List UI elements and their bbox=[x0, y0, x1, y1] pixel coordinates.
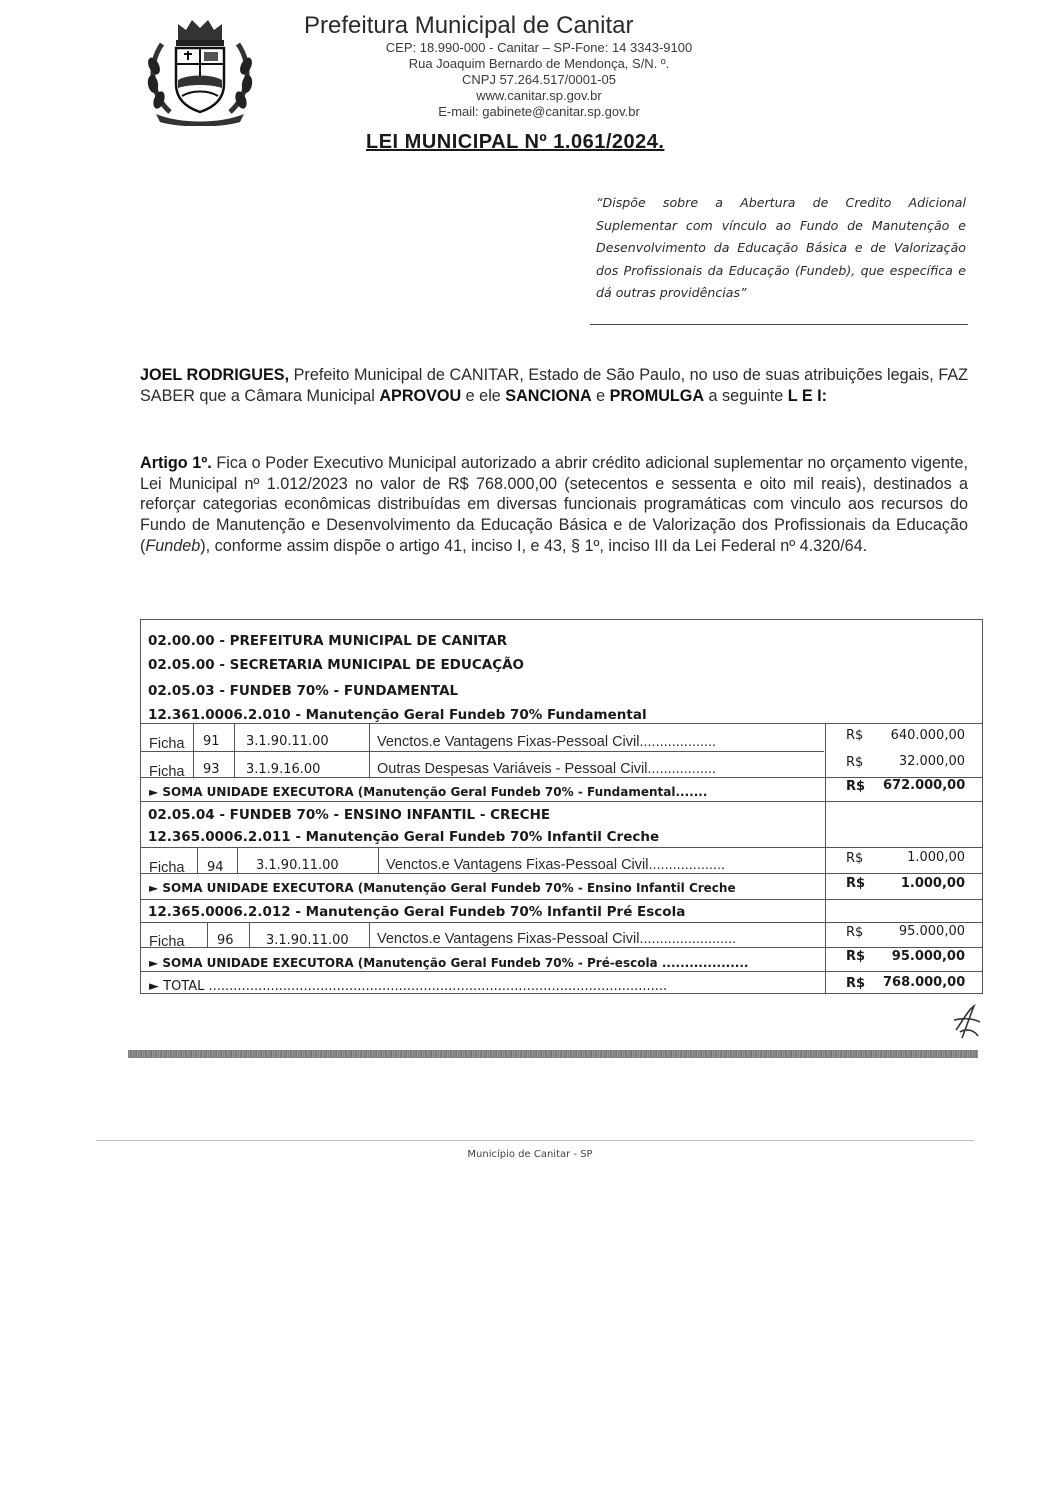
amount-column-divider bbox=[825, 723, 826, 994]
article-1-paragraph bbox=[140, 453, 968, 557]
amount-value: 1.000,00 bbox=[907, 850, 965, 865]
ficha-number: 91 bbox=[203, 734, 220, 749]
enactment-text: e ele bbox=[461, 386, 506, 405]
municipal-crest-logo bbox=[140, 14, 260, 126]
column-divider bbox=[249, 922, 250, 947]
expense-code: 3.1.9.16.00 bbox=[246, 762, 321, 777]
total-value: 768.000,00 bbox=[883, 975, 966, 990]
mayor-name: JOEL RODRIGUES, bbox=[140, 366, 290, 384]
row-divider bbox=[141, 777, 983, 778]
row-divider bbox=[141, 723, 983, 724]
ficha-label: Ficha bbox=[149, 860, 185, 876]
ficha-number: 96 bbox=[217, 933, 234, 948]
header-address: Rua Joaquim Bernardo de Mendonça, S/N. º. bbox=[408, 56, 670, 71]
row-divider bbox=[141, 873, 983, 874]
expense-description: Venctos.e Vantagens Fixas-Pessoal Civil........................ bbox=[377, 931, 737, 947]
expense-code: 3.1.90.11.00 bbox=[246, 734, 329, 749]
column-divider bbox=[369, 922, 370, 947]
footer-divider bbox=[96, 1140, 974, 1141]
subtotal-value: 672.000,00 bbox=[883, 778, 966, 793]
approved-word: APROVOU bbox=[379, 386, 462, 405]
program-line-fundamental: 12.361.0006.2.010 - Manutenção Geral Fundeb 70% Fundamental bbox=[148, 707, 647, 723]
org-line-prefeitura: 02.00.00 - PREFEITURA MUNICIPAL DE CANITAR bbox=[148, 633, 508, 649]
ficha-label: Ficha bbox=[149, 764, 185, 780]
enactment-text: a seguinte bbox=[704, 386, 788, 405]
subtotal-value: 95.000,00 bbox=[891, 949, 965, 964]
article-text: ), conforme assim dispõe o artigo 41, inciso I, e 43, § 1º, inciso III da Lei Federal nº 4.320/64. bbox=[200, 536, 868, 555]
budget-table bbox=[140, 619, 983, 994]
subtotal-label: ► SOMA UNIDADE EXECUTORA (Manutenção Geral Fundeb 70% - Pré-escola ................... bbox=[149, 956, 749, 970]
program-line-creche: 12.365.0006.2.011 - Manutenção Geral Fundeb 70% Infantil Creche bbox=[148, 829, 660, 845]
enactment-paragraph bbox=[140, 365, 968, 406]
header-cnpj: CNPJ 57.264.517/0001-05 bbox=[462, 72, 616, 87]
unit-line-fundamental: 02.05.03 - FUNDEB 70% - FUNDAMENTAL bbox=[148, 683, 459, 699]
currency-label: R$ bbox=[846, 949, 866, 964]
promulgates-word: PROMULGA bbox=[609, 386, 705, 405]
row-divider bbox=[141, 751, 824, 752]
article-text: Fica o Poder Executivo Municipal autorizado a abrir crédito adicional suplementar no orçamento vigente, Lei Municipal nº 1.012/2023 no valor de R$ 768.000,00 (setecentos e sessenta e oito mil reais), destinados a reforçar categorias econômicas distribuídas em diversas funcionais programáticas com vinculo aos recursos do Fundo de Manutenção e Desenvolvimento da Educação Básica e de Valorização dos Profissionais da Educação ( bbox=[140, 454, 968, 555]
decorative-bar bbox=[128, 1050, 978, 1058]
expense-description: Venctos.e Vantagens Fixas-Pessoal Civil................... bbox=[386, 857, 726, 873]
column-divider bbox=[207, 922, 208, 947]
sanctions-word: SANCIONA bbox=[505, 386, 592, 405]
amount-value: 32.000,00 bbox=[898, 754, 965, 769]
row-divider bbox=[141, 899, 983, 900]
summary-divider bbox=[590, 324, 968, 325]
row-divider bbox=[141, 847, 983, 848]
column-divider bbox=[237, 847, 238, 873]
expense-description: Outras Despesas Variáveis - Pessoal Civil................. bbox=[377, 761, 716, 777]
header-cep-phone: CEP: 18.990-000 - Canitar – SP-Fone: 14 3343-9100 bbox=[385, 40, 693, 55]
program-line-pre-escola: 12.365.0006.2.012 - Manutenção Geral Fundeb 70% Infantil Pré Escola bbox=[148, 904, 686, 920]
municipality-header-title: Prefeitura Municipal de Canitar bbox=[304, 12, 634, 39]
column-divider bbox=[197, 847, 198, 873]
ficha-number: 93 bbox=[203, 762, 220, 777]
ficha-number: 94 bbox=[207, 860, 224, 875]
subtotal-label: ► SOMA UNIDADE EXECUTORA (Manutenção Geral Fundeb 70% - Fundamental....... bbox=[149, 785, 708, 799]
expense-description: Venctos.e Vantagens Fixas-Pessoal Civil................... bbox=[377, 734, 717, 750]
header-email: E-mail: gabinete@canitar.sp.gov.br bbox=[438, 104, 640, 119]
law-summary: “Dispõe sobre a Abertura de Credito Adicional Suplementar com vínculo ao Fundo de Manutenção e Desenvolvimento da Educação Básica e de Valorização dos Profissionais da Educação (Fundeb), que específica e dá outras providências” bbox=[596, 195, 966, 301]
article-label: Artigo 1º. bbox=[140, 454, 212, 472]
ficha-label: Ficha bbox=[149, 934, 185, 950]
enactment-text: Prefeito Municipal de CANITAR, Estado de São Paulo, no uso de suas atribuições legais, FAZ SABER que a Câmara Municipal bbox=[140, 366, 969, 405]
row-divider bbox=[141, 922, 983, 923]
signature-initials bbox=[948, 1002, 984, 1042]
total-label: ► TOTAL ............................................................................................................... bbox=[149, 979, 668, 994]
row-divider bbox=[141, 971, 983, 972]
header-website: www.canitar.sp.gov.br bbox=[476, 88, 602, 103]
row-divider bbox=[141, 801, 983, 802]
enactment-text: e bbox=[591, 386, 610, 405]
currency-label: R$ bbox=[846, 851, 864, 866]
law-word: L E I: bbox=[787, 386, 828, 405]
footer-municipality: Município de Canitar - SP bbox=[467, 1149, 593, 1160]
law-title: LEI MUNICIPAL Nº 1.061/2024. bbox=[366, 131, 665, 153]
row-divider bbox=[141, 947, 983, 948]
column-divider bbox=[234, 723, 235, 777]
subtotal-label: ► SOMA UNIDADE EXECUTORA (Manutenção Geral Fundeb 70% - Ensino Infantil Creche bbox=[149, 881, 736, 895]
expense-code: 3.1.90.11.00 bbox=[266, 933, 349, 948]
currency-label: R$ bbox=[846, 728, 864, 743]
currency-label: R$ bbox=[846, 976, 866, 991]
column-divider bbox=[369, 723, 370, 777]
subtotal-value: 1.000,00 bbox=[900, 876, 965, 891]
currency-label: R$ bbox=[846, 779, 866, 794]
currency-label: R$ bbox=[846, 755, 864, 770]
column-divider bbox=[193, 723, 194, 777]
unit-line-infantil-creche: 02.05.04 - FUNDEB 70% - ENSINO INFANTIL - CRECHE bbox=[148, 807, 551, 823]
column-divider bbox=[378, 847, 379, 873]
currency-label: R$ bbox=[846, 876, 866, 891]
amount-value: 95.000,00 bbox=[898, 924, 965, 939]
org-line-secretaria: 02.05.00 - SECRETARIA MUNICIPAL DE EDUCAÇÃO bbox=[148, 657, 525, 673]
expense-code: 3.1.90.11.00 bbox=[256, 858, 339, 873]
ficha-label: Ficha bbox=[149, 736, 185, 752]
amount-value: 640.000,00 bbox=[890, 728, 965, 743]
currency-label: R$ bbox=[846, 925, 864, 940]
fundeb-word: Fundeb bbox=[145, 536, 201, 555]
